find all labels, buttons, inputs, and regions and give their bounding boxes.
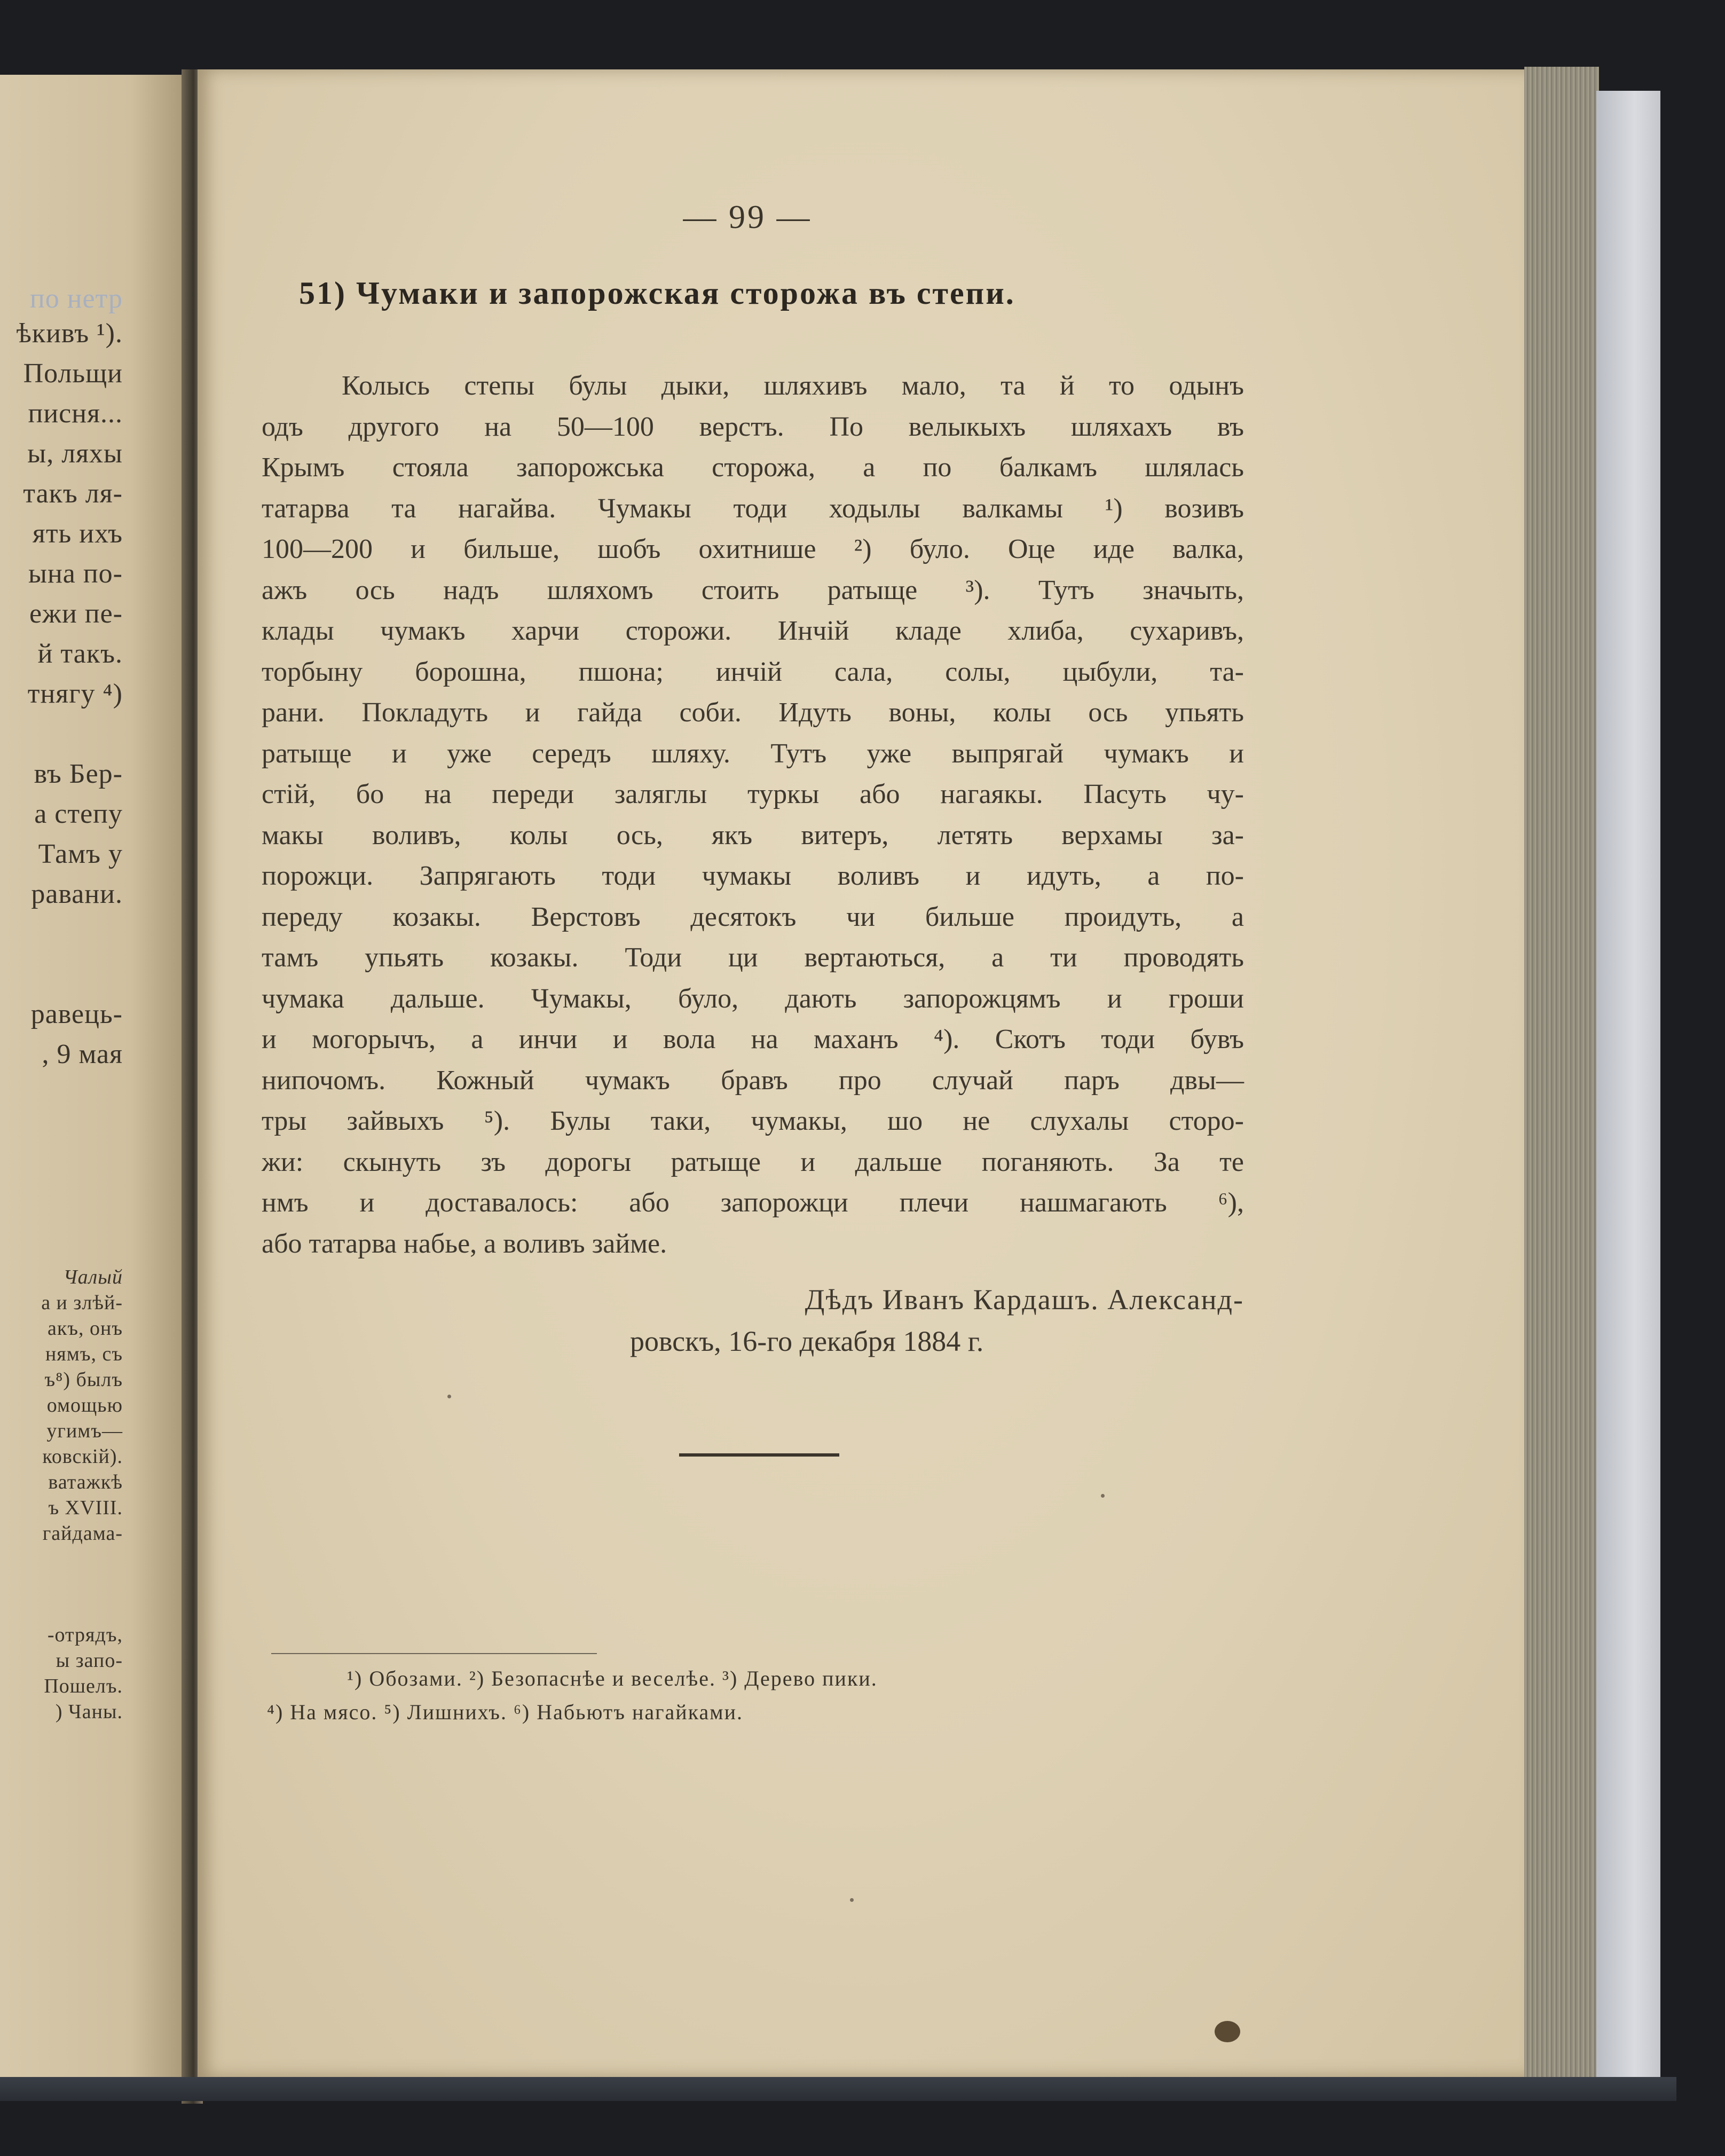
body-line: макы воливъ, колы ось, якъ витеръ, летять верхамы за- [262, 820, 1244, 851]
signature [630, 1279, 1244, 1362]
body-line: рани. Покладуть и гайда соби. Идуть воны, колы ось упьять [262, 697, 1244, 728]
left-page-small-line: нямъ, съ [45, 1343, 123, 1365]
body-line: торбыну борошна, пшона; инчій сала, солы, цыбули, та- [262, 656, 1244, 687]
left-page-small-line: ) Чаны. [55, 1701, 123, 1723]
left-page-small-line: ватажкѣ [48, 1471, 123, 1493]
body-line: Колысь степы булы дыки, шляхивъ мало, та й то одынъ [342, 371, 1244, 401]
left-page-text-line: ѣкивъ ¹). [16, 318, 123, 349]
body-line: переду козакы. Верстовъ десятокъ чи бильше проидуть, а [262, 901, 1244, 932]
body-line: клады чумакъ харчи сторожи. Инчій кладе хлиба, сухаривъ, [262, 616, 1244, 646]
left-page-text-line: равець- [30, 999, 123, 1029]
back-cover-board [1596, 91, 1660, 2077]
left-page-text-line: Тамъ у [38, 839, 123, 869]
left-page-small-line: ъ⁸) былъ [44, 1368, 123, 1391]
footnote-line: ⁴) На мясо. ⁵) Лишнихъ. ⁶) Набьютъ нагайками. [267, 1700, 743, 1724]
page-edges [1524, 67, 1599, 2080]
signature-place-date: ровскъ, 16-го декабря 1884 г. [630, 1325, 984, 1357]
paper-speck [1101, 1494, 1105, 1498]
left-page-text-line: ына по- [28, 558, 123, 589]
body-line: чумака дальше. Чумакы, було, дають запорожцямъ и гроши [262, 983, 1244, 1014]
section-divider [679, 1453, 839, 1457]
body-line: жи: скынуть зъ дорогы ратыще и дальше поганяють. За те [262, 1146, 1244, 1177]
left-page-small-line: гайдама- [42, 1522, 123, 1545]
left-page [0, 75, 187, 2098]
left-page-text-line: такъ ля- [23, 478, 123, 509]
footnote-divider [271, 1653, 597, 1654]
paper-speck [447, 1395, 451, 1398]
footnote-line: ¹) Обозами. ²) Безопаснѣе и веселѣе. ³) Дерево пики. [347, 1666, 878, 1690]
left-page-small-line: -отрядъ, [47, 1624, 123, 1646]
left-page-faint-text: по нетр [29, 284, 123, 314]
left-page-small-line: ковскій). [42, 1445, 123, 1468]
body-line: стій, бо на переди заляглы туркы або нагаякы. Пасуть чу- [262, 779, 1244, 809]
body-line: або татарва набье, а воливъ займе. [262, 1228, 667, 1259]
body-line: 100—200 и бильше, шобъ охитнише ²) було. Оце иде валка, [262, 534, 1244, 564]
left-page-small-line: а и злѣй- [41, 1292, 123, 1314]
body-line: татарва та нагайва. Чумакы тоди ходылы валкамы ¹) возивъ [262, 493, 1244, 524]
left-page-text-line: тнягу ⁴) [27, 679, 123, 709]
left-page-text-line: а степу [34, 799, 123, 829]
left-page-small-line: омощью [46, 1394, 123, 1417]
left-page-text-line: писня... [28, 398, 123, 429]
body-line: ажъ ось надъ шляхомъ стоить ратыще ³). Тутъ значыть, [262, 575, 1244, 605]
ink-blot [1215, 2021, 1240, 2042]
bottom-cover-board [0, 2077, 1676, 2101]
left-page-text-line: , 9 мая [42, 1039, 123, 1069]
body-line: нипочомъ. Кожный чумакъ бравъ про случай паръ двы— [262, 1065, 1244, 1096]
left-page-small-line: Пошелъ. [44, 1675, 123, 1697]
section-title: 51) Чумаки и запорожская сторожа въ степи. [299, 276, 1015, 311]
body-line: тры зайвыхъ ⁵). Булы таки, чумакы, шо не слухалы сторо- [262, 1106, 1244, 1136]
body-line: ратыще и уже середъ шляху. Тутъ уже выпрягай чумакъ и [262, 738, 1244, 769]
body-line: нмъ и доставалось: або запорожци плечи нашмагають ⁶), [262, 1187, 1244, 1218]
signature-author: Дѣдъ Иванъ Кардашъ. Александ- [805, 1284, 1244, 1316]
left-page-small-line: ъ XVIII. [48, 1497, 123, 1519]
body-line: одъ другого на 50—100 верстъ. По велыкыхъ шляхахъ въ [262, 411, 1244, 442]
left-page-text-line: ежи пе- [29, 599, 123, 629]
body-line: и могорычъ, а инчи и вола на маханъ ⁴). Скотъ тоди бувъ [262, 1024, 1244, 1055]
left-page-text-line: й такъ. [37, 639, 123, 669]
body-text [262, 366, 1244, 1264]
left-page-text-line: равани. [31, 879, 123, 909]
left-page-text-line: ы, ляхы [27, 438, 123, 469]
page-number: — 99 — [683, 199, 812, 235]
body-line: порожци. Запрягають тоди чумакы воливъ и идуть, а по- [262, 861, 1244, 891]
body-line: Крымъ стояла запорожська сторожа, а по балкамъ шлялась [262, 452, 1244, 483]
body-line: тамъ упьять козакы. Тоди ци вертаються, а ти проводять [262, 942, 1244, 973]
left-page-text-line: Польщи [23, 358, 123, 389]
left-page-small-line: ы запо- [56, 1649, 123, 1672]
left-page-small-line: угимъ— [46, 1420, 123, 1442]
paper-speck [850, 1898, 854, 1902]
left-page-text-line: ять ихъ [32, 518, 123, 549]
left-page-small-line: акъ, онъ [48, 1317, 123, 1340]
left-page-text-line: въ Бер- [34, 759, 123, 789]
left-page-small-line: Чалый [63, 1266, 123, 1288]
